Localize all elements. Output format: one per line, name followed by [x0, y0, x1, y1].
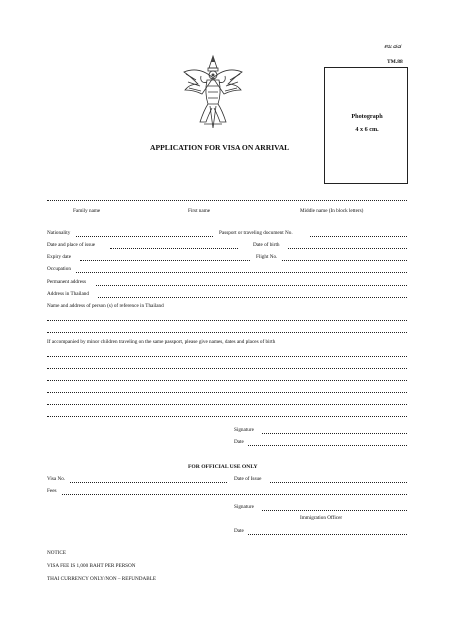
children-label: If accompanied by minor children traveling on the same passport, please give names, dates and places of birth: [47, 339, 276, 345]
signature-field[interactable]: [262, 433, 407, 434]
expiry-date-label: Expiry date: [47, 254, 72, 260]
children-line-3[interactable]: [47, 380, 407, 381]
address-thailand-field[interactable]: [98, 297, 407, 298]
visa-no-label: Visa No.: [47, 476, 66, 482]
family-name-label: Family name: [73, 208, 101, 214]
notice-heading: NOTICE: [47, 550, 67, 556]
fees-field[interactable]: [62, 494, 407, 495]
photo-label: Photograph: [351, 113, 383, 120]
date-of-issue-field[interactable]: [270, 482, 407, 483]
reference-line-1[interactable]: [47, 320, 407, 321]
photo-size: 4 x 6 cm.: [355, 126, 379, 133]
children-line-1[interactable]: [47, 356, 407, 357]
children-line-4[interactable]: [47, 392, 407, 393]
children-line-2[interactable]: [47, 368, 407, 369]
official-signature-field[interactable]: [262, 510, 407, 511]
official-use-heading: FOR OFFICIAL USE ONLY: [188, 464, 258, 470]
official-date-label: Date: [234, 528, 244, 534]
permanent-address-label: Permanent address: [47, 279, 87, 285]
address-thailand-label: Address in Thailand: [47, 291, 89, 297]
nationality-field[interactable]: [76, 236, 213, 237]
thai-form-mark: ตม.๘๘: [384, 44, 402, 50]
page-title: APPLICATION FOR VISA ON ARRIVAL: [150, 143, 290, 152]
first-name-label: First name: [188, 208, 211, 214]
full-name-line[interactable]: [47, 200, 407, 201]
signature-label: Signature: [234, 427, 254, 433]
notice-line-2: THAI CURRENCY ONLY/NON – REFUNDABLE: [47, 576, 157, 582]
visa-no-field[interactable]: [70, 482, 227, 483]
reference-line-2[interactable]: [47, 332, 407, 333]
passport-field[interactable]: [310, 236, 407, 237]
official-signature-label: Signature: [234, 504, 254, 510]
date-place-issue-label: Date and place of issue: [47, 242, 96, 248]
flight-no-label: Flight No.: [256, 254, 278, 260]
occupation-label: Occupation: [47, 266, 71, 272]
date-of-birth-field[interactable]: [288, 248, 407, 249]
permanent-address-field[interactable]: [96, 285, 407, 286]
reference-label: Name and address of person (s) of reference in Thailand: [47, 303, 164, 309]
date-place-issue-field[interactable]: [110, 248, 238, 249]
date-label: Date: [234, 439, 244, 445]
occupation-field[interactable]: [76, 272, 407, 273]
fees-label: Fees: [47, 488, 57, 494]
garuda-emblem: [180, 54, 246, 130]
nationality-label: Nationality: [47, 230, 71, 236]
flight-no-field[interactable]: [282, 260, 407, 261]
official-date-field[interactable]: [248, 534, 407, 535]
children-line-6[interactable]: [47, 416, 407, 417]
date-field[interactable]: [248, 445, 407, 446]
expiry-date-field[interactable]: [80, 260, 250, 261]
children-line-5[interactable]: [47, 404, 407, 405]
date-of-issue-label: Date of Issue: [234, 476, 262, 482]
immigration-officer-label: Immigration Officer: [300, 515, 343, 521]
notice-line-1: VISA FEE IS 1,000 BAHT PER PERSON: [47, 563, 136, 569]
middle-name-label: Middle name (In block letters): [300, 208, 364, 214]
form-code: TM.88: [387, 59, 403, 65]
photo-box: [324, 67, 408, 184]
date-of-birth-label: Date of birth: [253, 242, 280, 248]
passport-label: Passport or traveling document No.: [219, 230, 293, 236]
